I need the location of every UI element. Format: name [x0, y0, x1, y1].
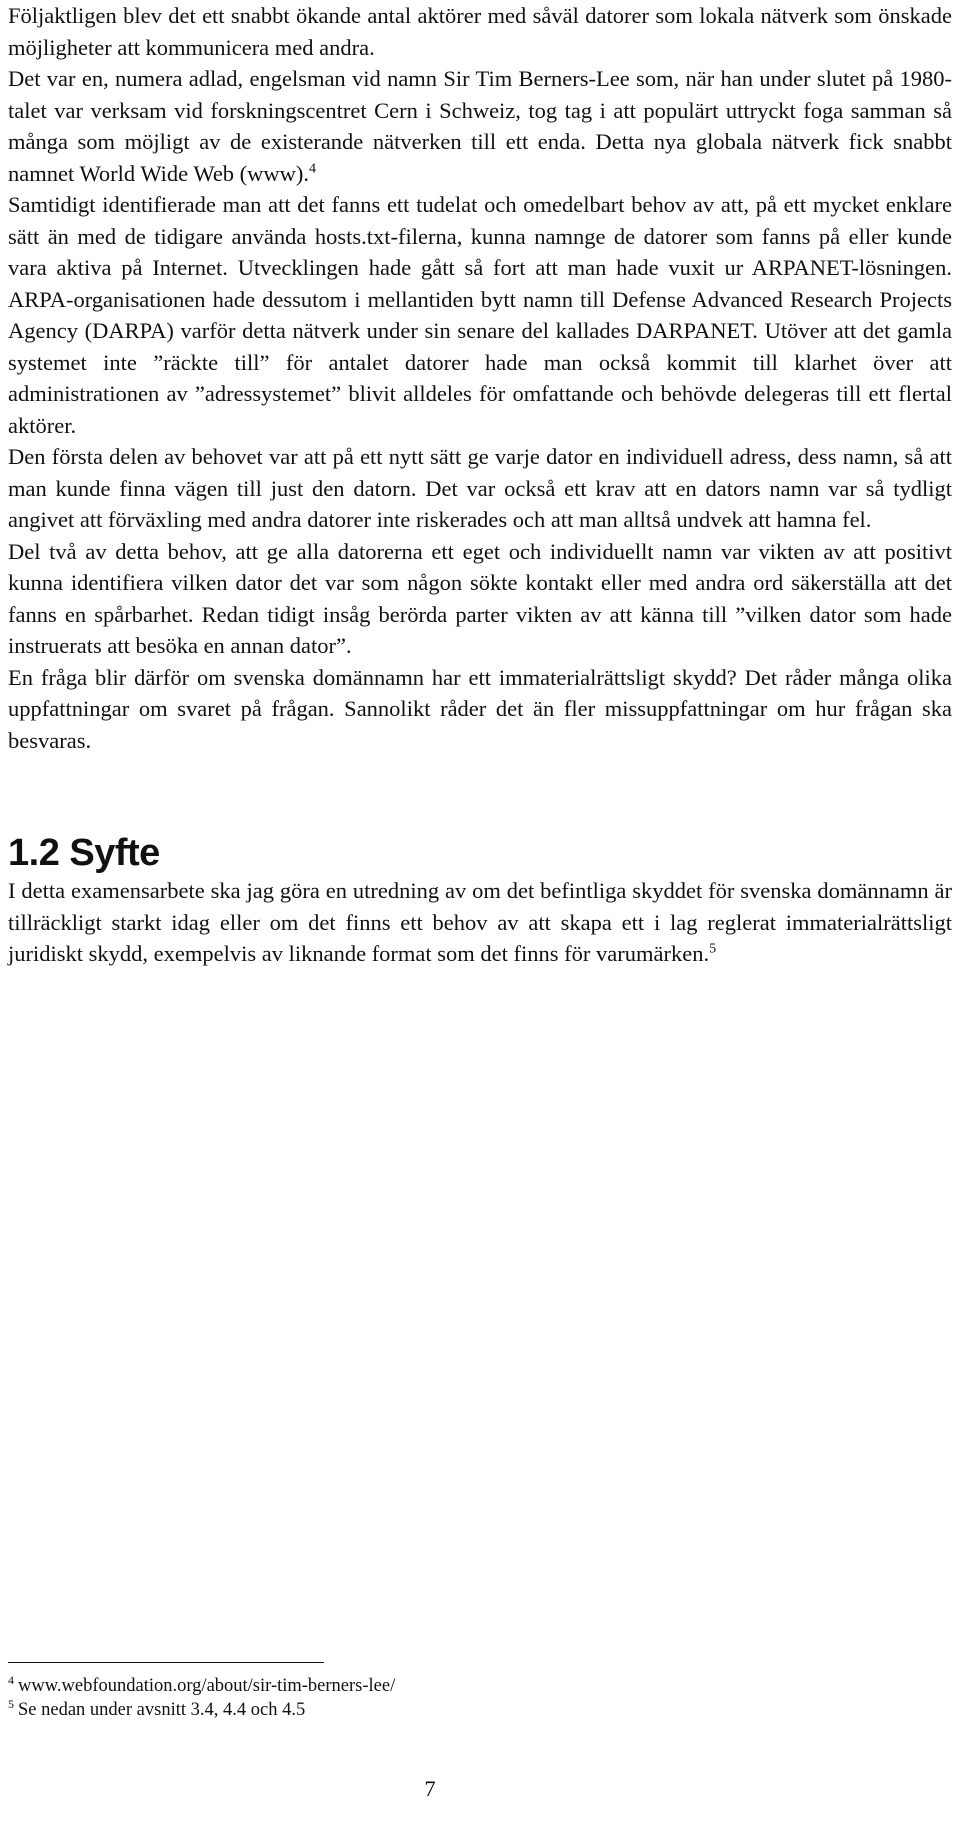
page-number	[0, 1774, 960, 1804]
paragraph-3-text: Samtidigt identifierade man att det fanns ett tudelat och omedelbart behov av att, på ett mycket enklare sätt än med de tidigare använda hosts.txt-filerna, kunna namnge de datorer som fanns på eller kunde vara aktiva på Internet. Utvecklingen hade gått så fort att man hade vuxit ur ARPANET-lösningen. ARPA-organisationen hade dessutom i mellantiden bytt namn till Defense Advanced Research Projects Agency (DARPA) varför detta nätverk under sin senare del kallades DARPANET. Utöver att det gamla systemet inte ”räckte till” för antalet datorer hade man också kommit till klarhet över att administrationen av ”adressystemet” blivit alldeles för omfattande och behövde delegeras till ett flertal aktörer.	[8, 192, 952, 438]
footnote-5-text: Se nedan under avsnitt 3.4, 4.4 och 4.5	[18, 1700, 306, 1720]
paragraph-5	[8, 536, 952, 662]
footnote-separator	[8, 1662, 324, 1663]
footnotes	[8, 1674, 908, 1722]
paragraph-1-text: Följaktligen blev det ett snabbt ökande antal aktörer med såväl datorer som lokala nätverk som önskade möjligheter att kommunicera med andra.	[8, 3, 952, 60]
section-heading: 1.2 Syfte	[8, 832, 160, 874]
footnote-4-number: 4	[8, 1672, 14, 1687]
page-number-text: 7	[424, 1776, 436, 1801]
paragraph-4-text: Den första delen av behovet var att på ett nytt sätt ge varje dator en individuell adress, dess namn, så att man kunde finna vägen till just den datorn. Det var också ett krav att en dators namn var så tydligt angivet att förväxling med andra datorer inte riskerades och att man alltså undvek att hamna fel.	[8, 444, 952, 532]
paragraph-1	[8, 0, 952, 63]
paragraph-2	[8, 63, 952, 189]
page-body	[8, 0, 952, 970]
footnote-5	[8, 1698, 908, 1722]
footnote-5-number: 5	[8, 1696, 14, 1711]
footnote-4-text[interactable]: www.webfoundation.org/about/sir-tim-berners-lee/	[18, 1676, 396, 1696]
paragraph-2-text: Det var en, numera adlad, engelsman vid namn Sir Tim Berners-Lee som, när han under slutet på 1980-talet var verksam vid forskningscentret Cern i Schweiz, tog tag i att populärt uttryckt foga samman så många som möjligt av de existerande nätverken till ett enda. Detta nya globala nätverk fick snabbt namnet World Wide Web (www).	[8, 66, 952, 186]
paragraph-7	[8, 875, 952, 970]
paragraph-6	[8, 662, 952, 757]
paragraph-5-text: Del två av detta behov, att ge alla datorerna ett eget och individuellt namn var vikten av att positivt kunna identifiera vilken dator det var som någon sökte kontakt eller med andra ord säkerställa att det fanns en spårbarhet. Redan tidigt insåg berörda parter vikten av att känna till ”vilken dator som hade instruerats att besöka en annan dator”.	[8, 538, 952, 658]
paragraph-7-text: I detta examensarbete ska jag göra en utredning av om det befintliga skyddet för svenska domännamn är tillräckligt starkt idag eller om det finns ett behov av att skapa ett i lag reglerat immaterialrättsligt juridiskt skydd, exempelvis av liknande format som det finns för varumärken.	[8, 878, 952, 966]
footnote-ref-4[interactable]: 4	[309, 161, 317, 176]
paragraph-3	[8, 189, 952, 441]
paragraph-4	[8, 441, 952, 536]
footnote-4	[8, 1674, 908, 1698]
footnote-ref-5[interactable]: 5	[709, 941, 717, 957]
paragraph-6-text: En fråga blir därför om svenska domännamn har ett immaterialrättsligt skydd? Det råder många olika uppfattningar om svaret på frågan. Sannolikt råder det än fler missuppfattningar om hur frågan ska besvaras.	[8, 664, 952, 753]
